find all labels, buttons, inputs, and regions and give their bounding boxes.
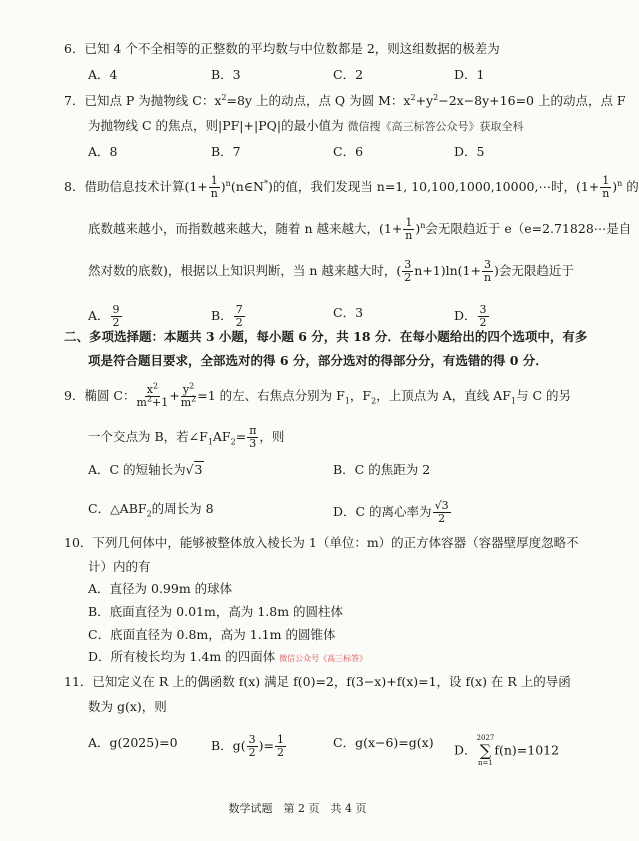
q7-line2: 为抛物线 C 的焦点，则|PF|+|PQ|的最小值为 微信搜《高三标答公众号》获取全科	[88, 118, 524, 133]
q6-option-c: C．2	[333, 67, 364, 82]
q8-line3: 然对数的底数)，根据以上知识判断，当 n 越来越大时，( $\frac{3}{2}$ n+1)ln(1+ $\frac{3}{n}$ )会无限趋近于	[88, 258, 574, 284]
q8-option-b: B． $\frac{7}{2}$	[211, 303, 243, 329]
q9-line1: 9．椭圆 C： $\frac{x^2}{m^2+1}$ + $\frac{y^2}{m^2}$ =1 的左、右焦点分别为 $F_1$，$F_2$，上顶点为 A，直线 $AF_1$与 C 的另	[64, 381, 571, 409]
q11-line1: 11．已知定义在 R 上的偶函数 f(x) 满足 f(0)=2，f(3−x)+f(x)=1，设 f(x) 在 R 上的导函	[64, 674, 571, 689]
q7-watermark: 微信搜《高三标答公众号》获取全科	[347, 120, 524, 133]
q8-option-d: D． $\frac{3}{2}$	[454, 303, 487, 329]
q7-option-b: B．7	[211, 144, 241, 159]
q9-option-a: A．C 的短轴长为√3	[88, 462, 203, 477]
q7-line1: 7．已知点 P 为抛物线 C：$x^2=8y$ 上的动点，点 Q 为圆 M：$x^2+y^2-2x-8y+16=0$ 上的动点，点 F	[64, 92, 626, 108]
q6-option-b: B．3	[211, 67, 241, 82]
q9-option-c: C．$\triangle ABF_2$的周长为 8	[88, 501, 214, 519]
q10-line1: 10．下列几何体中，能够被整体放入棱长为 1（单位：m）的正方体容器（容器壁厚度忽略不	[64, 535, 579, 550]
q10-option-b: B．底面直径为 0.01m，高为 1.8m 的圆柱体	[88, 604, 344, 619]
q11-option-b: B．g( $\frac{3}{2}$ )= $\frac{1}{2}$	[211, 733, 284, 759]
q7-option-a: A．8	[88, 144, 118, 159]
section2-heading-line1: 二、多项选择题：本题共 3 小题，每小题 6 分，共 18 分．在每小题给出的四个选项中，有多	[64, 329, 588, 344]
q11-options	[0, 733, 595, 767]
q9-options-row2	[0, 499, 595, 525]
q6-option-d: D．1	[454, 67, 485, 82]
q7-option-d: D．5	[454, 144, 485, 159]
q11-line2: 数为 g(x)，则	[88, 699, 167, 714]
q10-option-a: A．直径为 0.99m 的球体	[88, 581, 233, 596]
q7-options	[0, 143, 595, 161]
q10-watermark: 微信公众号《高三标答》	[279, 654, 368, 663]
q9-line2: 一个交点为 B，若$\angle F_1AF_2=$ $\frac{\pi}{3}$ ，则	[88, 424, 285, 450]
q8-options	[0, 303, 595, 329]
q10-option-c: C．底面直径为 0.8m，高为 1.1m 的圆锥体	[88, 627, 336, 642]
q7-option-c: C．6	[333, 144, 364, 159]
q9-option-d: D．C 的离心率为 $\frac{√3}{2}$	[333, 499, 449, 525]
q10-option-d: D．所有棱长均为 1.4m 的四面体 微信公众号《高三标答》	[88, 649, 368, 664]
q11-option-a: A．g(2025)=0	[88, 735, 178, 750]
q8-line2: 底数越来越小，而指数越来越大，随着 n 越来越大，(1+ $\frac{1}{n}$ )$^n$会无限趋近于 e（e=2.71828⋯是自	[88, 216, 632, 242]
q11-option-c: C．g(x−6)=g(x)	[333, 735, 434, 750]
section2-heading-line2: 项是符合题目要求，全部选对的得 6 分，部分选对的得部分分，有选错的得 0 分．	[88, 353, 548, 368]
q6-stem: 6．已知 4 个不全相等的正整数的平均数与中位数都是 2，则这组数据的极差为	[64, 41, 500, 56]
q10-line2: 计）内的有	[88, 559, 151, 574]
q8-line1: 8．借助信息技术计算(1+ $\frac{1}{n}$ )$^n$(n∈N*)的值，我们发现当 n=1, 10,100,1000,10000,⋯时，(1+ $\frac{1}{n}$ )$^n$ 的	[64, 174, 639, 200]
q9-option-b: B．C 的焦距为 2	[333, 462, 431, 477]
q8-option-c: C．3	[333, 305, 364, 320]
q11-option-d: D． 2027 ∑ n=1 f(n)=1012	[454, 734, 560, 767]
q9-options-row1	[0, 461, 595, 479]
q6-option-a: A．4	[88, 67, 118, 82]
page-footer: 数学试题 第 2 页 共 4 页	[228, 802, 367, 815]
q8-option-a: A． $\frac{9}{2}$	[88, 303, 120, 329]
summation-symbol: 2027 ∑ n=1	[476, 734, 495, 767]
q6-options	[0, 66, 595, 84]
